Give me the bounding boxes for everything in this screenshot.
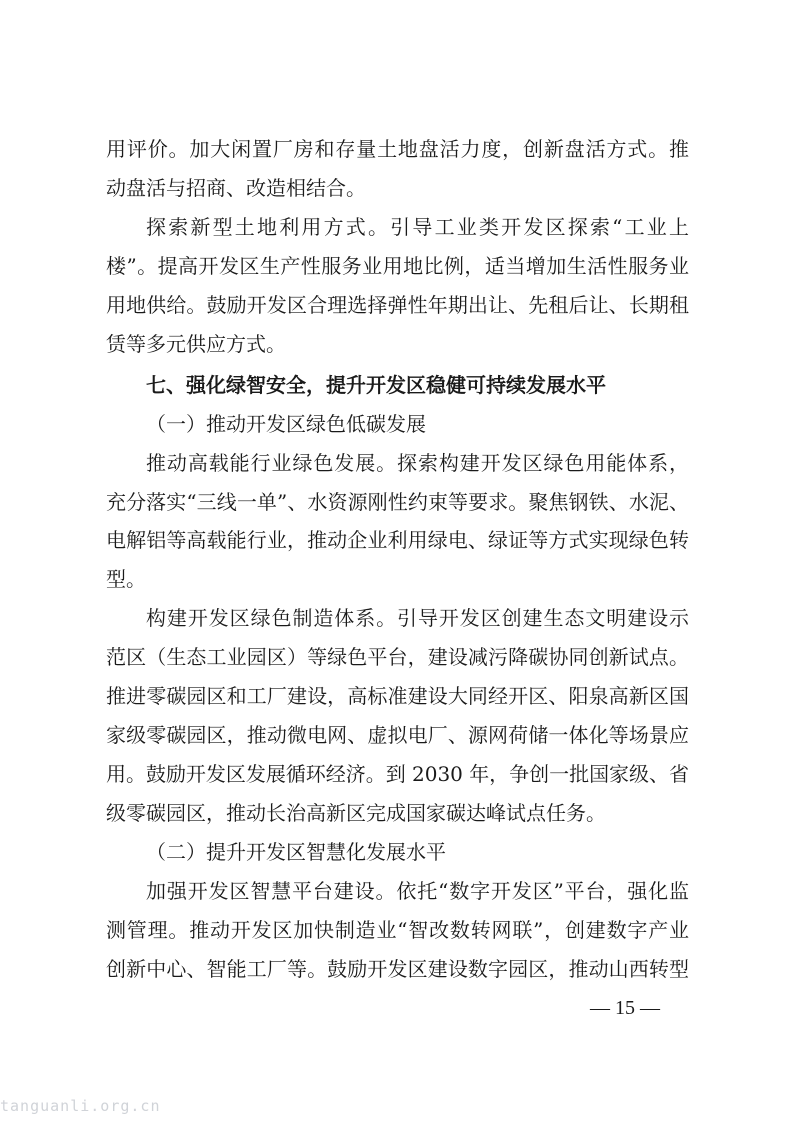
line-text: 充分落实“三线一单”、水资源刚性约束等要求。聚焦钢铁、水泥、: [106, 490, 690, 514]
line-text: 构建开发区绿色制造体系。引导开发区创建生态文明建设示: [146, 606, 690, 630]
text-line: [0, 486, 794, 518]
text-line: [0, 680, 794, 712]
line-text: （二）提升开发区智慧化发展水平: [146, 840, 446, 864]
line-text: 赁等多元供应方式。: [106, 332, 286, 356]
line-text: 探索新型土地利用方式。引导工业类开发区探索“工业上: [146, 215, 692, 239]
page-number: — 15 —: [590, 997, 660, 1019]
text-line: [0, 328, 794, 360]
line-text: 七、强化绿智安全，提升开发区稳健可持续发展水平: [146, 373, 606, 397]
text-line: [0, 563, 794, 595]
line-text: 测管理。推动开发区加快制造业“智改数转网联”，创建数字产业: [106, 918, 690, 942]
line-text: 型。: [106, 567, 146, 591]
text-line: [0, 797, 794, 829]
line-text: 家级零碳园区，推动微电网、虚拟电厂、源网荷储一体化等场景应: [106, 723, 690, 747]
line-text: （一）推动开发区绿色低碳发展: [146, 412, 426, 436]
text-line: [0, 719, 794, 751]
line-text: 用评价。加大闲置厂房和存量土地盘活力度，创新盘活方式。推: [106, 137, 690, 161]
line-text: 创新中心、智能工厂等。鼓励开发区建设数字园区，推动山西转型: [106, 957, 690, 981]
text-line: [0, 875, 794, 907]
line-text: 级零碳园区，推动长治高新区完成国家碳达峰试点任务。: [106, 801, 606, 825]
text-line: [0, 211, 794, 243]
text-line: [0, 447, 794, 479]
text-line: [0, 524, 794, 556]
line-text: 推动高载能行业绿色发展。探索构建开发区绿色用能体系，: [146, 451, 690, 475]
text-line: [0, 641, 794, 673]
line-text: 楼”。提高开发区生产性服务业用地比例，适当增加生活性服务业: [106, 254, 690, 278]
subsection-heading: [0, 408, 794, 440]
section-heading: [0, 369, 794, 401]
text-line: [0, 172, 794, 204]
text-line: [0, 133, 794, 165]
subsection-heading: [0, 836, 794, 868]
text-line: [0, 758, 794, 790]
text-line: [0, 289, 794, 321]
line-text: 动盘活与招商、改造相结合。: [106, 176, 366, 200]
line-text: 加强开发区智慧平台建设。依托“数字开发区”平台，强化监: [146, 879, 690, 903]
line-text: 范区（生态工业园区）等绿色平台，建设减污降碳协同创新试点。: [106, 645, 690, 669]
text-line: [0, 250, 794, 282]
line-text: 推进零碳园区和工厂建设，高标准建设大同经开区、阳泉高新区国: [106, 684, 690, 708]
watermark: tanguanli.org.cn: [0, 1097, 161, 1115]
text-line: [0, 602, 794, 634]
line-text: 用地供给。鼓励开发区合理选择弹性年期出让、先租后让、长期租: [106, 293, 690, 317]
text-line: [0, 953, 794, 985]
line-text: 电解铝等高载能行业，推动企业利用绿电、绿证等方式实现绿色转: [106, 528, 690, 552]
line-text: 用。鼓励开发区发展循环经济。到 2030 年，争创一批国家级、省: [106, 762, 689, 786]
text-line: [0, 914, 794, 946]
